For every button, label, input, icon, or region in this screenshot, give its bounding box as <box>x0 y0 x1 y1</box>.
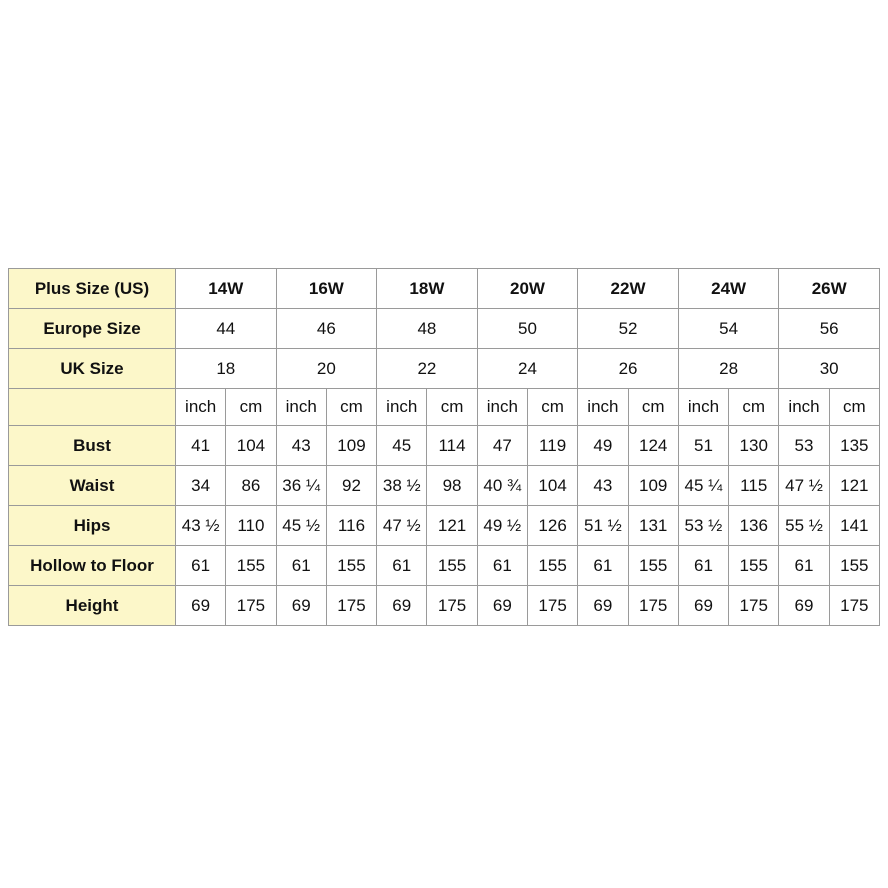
cell-europe-size-4: 50 <box>477 309 578 349</box>
cell-us-size-26w: 26W <box>779 269 880 309</box>
cell-waist-inch-4: 40 ¾ <box>477 466 527 506</box>
unit-cell-14: cm <box>829 389 879 426</box>
cell-waist-inch-7: 47 ½ <box>779 466 829 506</box>
cell-us-size-22w: 22W <box>578 269 679 309</box>
cell-bust-cm-6: 130 <box>729 426 779 466</box>
cell-bust-cm-3: 114 <box>427 426 477 466</box>
cell-uk-size-3: 22 <box>377 349 478 389</box>
cell-height-inch-6: 69 <box>678 586 728 626</box>
cell-hips-cm-5: 131 <box>628 506 678 546</box>
row-label-hollow-to-floor: Hollow to Floor <box>9 546 176 586</box>
cell-us-size-18w: 18W <box>377 269 478 309</box>
cell-hollow-inch-4: 61 <box>477 546 527 586</box>
unit-cell-2: cm <box>226 389 276 426</box>
cell-bust-cm-4: 119 <box>527 426 577 466</box>
cell-height-cm-1: 175 <box>226 586 276 626</box>
cell-uk-size-6: 28 <box>678 349 779 389</box>
cell-height-inch-4: 69 <box>477 586 527 626</box>
cell-bust-inch-5: 49 <box>578 426 628 466</box>
table-row-europe-size <box>9 309 880 349</box>
unit-cell-8: cm <box>527 389 577 426</box>
cell-hollow-cm-3: 155 <box>427 546 477 586</box>
cell-uk-size-2: 20 <box>276 349 377 389</box>
cell-us-size-16w: 16W <box>276 269 377 309</box>
row-label-units <box>9 389 176 426</box>
cell-height-inch-2: 69 <box>276 586 326 626</box>
table-row-us-size <box>9 269 880 309</box>
cell-bust-inch-4: 47 <box>477 426 527 466</box>
table-row-waist <box>9 466 880 506</box>
cell-bust-cm-1: 104 <box>226 426 276 466</box>
unit-cell-6: cm <box>427 389 477 426</box>
cell-waist-cm-4: 104 <box>527 466 577 506</box>
cell-us-size-24w: 24W <box>678 269 779 309</box>
unit-cell-11: inch <box>678 389 728 426</box>
cell-hollow-cm-5: 155 <box>628 546 678 586</box>
cell-bust-inch-2: 43 <box>276 426 326 466</box>
cell-hollow-cm-6: 155 <box>729 546 779 586</box>
cell-bust-cm-7: 135 <box>829 426 879 466</box>
unit-cell-3: inch <box>276 389 326 426</box>
cell-waist-cm-1: 86 <box>226 466 276 506</box>
plus-size-chart-table <box>8 268 880 626</box>
table-row-height <box>9 586 880 626</box>
cell-uk-size-5: 26 <box>578 349 679 389</box>
cell-hollow-inch-3: 61 <box>377 546 427 586</box>
cell-waist-inch-1: 34 <box>176 466 226 506</box>
cell-bust-inch-7: 53 <box>779 426 829 466</box>
cell-height-cm-3: 175 <box>427 586 477 626</box>
cell-europe-size-6: 54 <box>678 309 779 349</box>
row-label-europe-size: Europe Size <box>9 309 176 349</box>
cell-bust-inch-1: 41 <box>176 426 226 466</box>
cell-waist-cm-3: 98 <box>427 466 477 506</box>
row-label-us-size: Plus Size (US) <box>9 269 176 309</box>
unit-cell-5: inch <box>377 389 427 426</box>
size-chart-container <box>8 268 880 626</box>
unit-cell-10: cm <box>628 389 678 426</box>
cell-waist-inch-5: 43 <box>578 466 628 506</box>
cell-hollow-inch-1: 61 <box>176 546 226 586</box>
table-row-units <box>9 389 880 426</box>
cell-hips-inch-6: 53 ½ <box>678 506 728 546</box>
row-label-bust: Bust <box>9 426 176 466</box>
unit-cell-7: inch <box>477 389 527 426</box>
cell-waist-inch-6: 45 ¼ <box>678 466 728 506</box>
cell-height-cm-4: 175 <box>527 586 577 626</box>
row-label-uk-size: UK Size <box>9 349 176 389</box>
cell-hollow-inch-2: 61 <box>276 546 326 586</box>
cell-height-inch-1: 69 <box>176 586 226 626</box>
cell-hips-cm-7: 141 <box>829 506 879 546</box>
cell-hips-inch-3: 47 ½ <box>377 506 427 546</box>
cell-hips-cm-2: 116 <box>326 506 376 546</box>
cell-bust-cm-5: 124 <box>628 426 678 466</box>
unit-cell-12: cm <box>729 389 779 426</box>
cell-hollow-cm-1: 155 <box>226 546 276 586</box>
cell-height-cm-5: 175 <box>628 586 678 626</box>
cell-height-inch-7: 69 <box>779 586 829 626</box>
cell-hollow-inch-6: 61 <box>678 546 728 586</box>
cell-hips-inch-5: 51 ½ <box>578 506 628 546</box>
unit-cell-9: inch <box>578 389 628 426</box>
cell-us-size-14w: 14W <box>176 269 277 309</box>
cell-us-size-20w: 20W <box>477 269 578 309</box>
cell-hollow-cm-7: 155 <box>829 546 879 586</box>
cell-uk-size-1: 18 <box>176 349 277 389</box>
cell-height-cm-2: 175 <box>326 586 376 626</box>
row-label-hips: Hips <box>9 506 176 546</box>
cell-hips-cm-1: 110 <box>226 506 276 546</box>
cell-europe-size-1: 44 <box>176 309 277 349</box>
cell-height-cm-7: 175 <box>829 586 879 626</box>
table-row-hips <box>9 506 880 546</box>
cell-hollow-cm-4: 155 <box>527 546 577 586</box>
cell-height-cm-6: 175 <box>729 586 779 626</box>
cell-hips-inch-2: 45 ½ <box>276 506 326 546</box>
table-row-bust <box>9 426 880 466</box>
cell-height-inch-3: 69 <box>377 586 427 626</box>
cell-europe-size-7: 56 <box>779 309 880 349</box>
cell-waist-cm-5: 109 <box>628 466 678 506</box>
cell-waist-cm-7: 121 <box>829 466 879 506</box>
cell-hips-cm-4: 126 <box>527 506 577 546</box>
cell-hollow-inch-5: 61 <box>578 546 628 586</box>
row-label-height: Height <box>9 586 176 626</box>
cell-hips-cm-3: 121 <box>427 506 477 546</box>
table-row-uk-size <box>9 349 880 389</box>
cell-waist-cm-2: 92 <box>326 466 376 506</box>
cell-europe-size-2: 46 <box>276 309 377 349</box>
cell-hips-inch-7: 55 ½ <box>779 506 829 546</box>
cell-waist-inch-2: 36 ¼ <box>276 466 326 506</box>
unit-cell-1: inch <box>176 389 226 426</box>
unit-cell-13: inch <box>779 389 829 426</box>
cell-bust-cm-2: 109 <box>326 426 376 466</box>
cell-europe-size-3: 48 <box>377 309 478 349</box>
cell-uk-size-4: 24 <box>477 349 578 389</box>
cell-waist-cm-6: 115 <box>729 466 779 506</box>
cell-uk-size-7: 30 <box>779 349 880 389</box>
unit-cell-4: cm <box>326 389 376 426</box>
row-label-waist: Waist <box>9 466 176 506</box>
cell-hollow-cm-2: 155 <box>326 546 376 586</box>
cell-bust-inch-6: 51 <box>678 426 728 466</box>
table-row-hollow-to-floor <box>9 546 880 586</box>
cell-bust-inch-3: 45 <box>377 426 427 466</box>
cell-waist-inch-3: 38 ½ <box>377 466 427 506</box>
cell-hips-inch-1: 43 ½ <box>176 506 226 546</box>
cell-height-inch-5: 69 <box>578 586 628 626</box>
cell-europe-size-5: 52 <box>578 309 679 349</box>
cell-hips-inch-4: 49 ½ <box>477 506 527 546</box>
cell-hollow-inch-7: 61 <box>779 546 829 586</box>
cell-hips-cm-6: 136 <box>729 506 779 546</box>
